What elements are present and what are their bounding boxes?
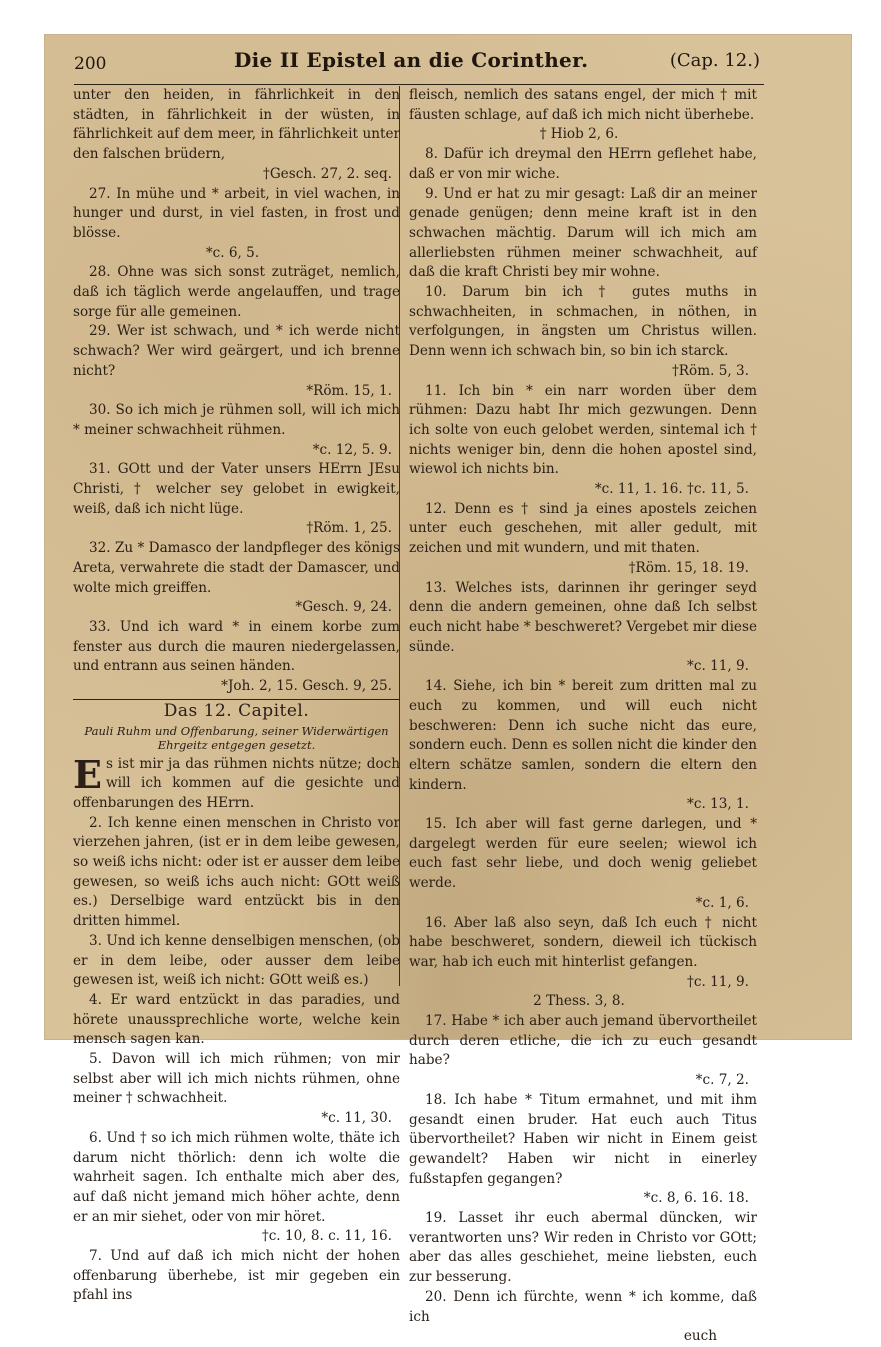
cross-reference: †Röm. 15, 18. 19. (628, 559, 749, 576)
verse-text: 17. Habe * ich aber auch jemand übervortheilet durch deren etliche, die ich zu euch gesandt habe? (409, 1013, 757, 1069)
verse-text: 9. Und er hat zu mir gesagt: Laß dir an meiner genade genügen; denn meine kraft ist in den schwachen mächtig. Darum will ich mich am allerliebsten rühmen meiner schwachheit, auf daß die kraft Christi bey mir wohne. (409, 185, 757, 281)
right-column (409, 86, 757, 1347)
cross-reference: †c. 10, 8. c. 11, 16. (261, 1228, 392, 1245)
cross-reference: 2 Thess. 3, 8. (533, 993, 625, 1010)
cross-reference: *c. 1, 6. (695, 894, 749, 911)
verse-text: 7. Und auf daß ich mich nicht der hohen offenbarung überhebe, ist mir gegeben ein pfahl ins (73, 1248, 400, 1304)
verse-text: 32. Zu * Damasco der landpfleger des königs Areta, verwahrete die stadt der Damascer, und wolte mich greiffen. (73, 540, 400, 596)
cross-reference: *c. 12, 5. 9. (312, 441, 392, 458)
catchword: euch (683, 1328, 717, 1345)
verse-text: 11. Ich bin * ein narr worden über dem rühmen: Dazu habt Ihr mich gezwungen. Denn ich solte von euch gelobet werden, sintemal ich † nichts weniger bin, denn die hohen apostel sind, wiewol ich nichts bin. (409, 382, 757, 478)
cross-reference: *c. 7, 2. (695, 1072, 749, 1089)
verse-text: 27. In mühe und * arbeit, in viel wachen, in hunger und durst, in viel fasten, in frost und blösse. (73, 185, 400, 241)
cross-reference: *c. 11, 9. (687, 658, 749, 675)
verse-text: 28. Ohne was sich sonst zuträget, nemlich, daß ich täglich werde angelauffen, und trage sorge für alle gemeinen. (73, 264, 400, 320)
cross-reference: † Hiob 2, 6. (539, 126, 619, 143)
verse-text: 4. Er ward entzückt in das paradies, und hörete unaussprechliche worte, welche kein mensch sagen kan. (73, 991, 400, 1048)
verse-text: s ist mir ja das rühmen nichts nütze; doch will ich kommen auf die gesichte und offenbarungen des HErrn. (73, 755, 400, 811)
cross-reference: *Röm. 15, 1. (306, 382, 392, 399)
verse-text: 16. Aber laß also seyn, daß Ich euch † nicht habe beschweret, sondern, dieweil ich tückisch war, hab ich euch mit hinterlist gefangen. (409, 914, 757, 970)
verse-text: 2. Ich kenne einen menschen in Christo vor vierzehen jahren, (ist er in dem leibe gewesen, so weiß ichs nicht: oder ist er ausser dem leibe gewesen, so weiß ichs auch nicht: GOtt weiß es.) Derselbige ward entzückt bis in den dritten himmel. (73, 814, 400, 930)
cross-reference: *Gesch. 9, 24. (295, 599, 392, 616)
cross-reference: †c. 11, 9. (687, 973, 749, 990)
verse-text: 20. Denn ich fürchte, wenn * ich komme, daß ich (409, 1288, 757, 1325)
cross-reference: †Röm. 5, 3. (671, 362, 749, 379)
verse-text: unter den heiden, in fährlichkeit in den städten, in fährlichkeit in der wüsten, in fährlichkeit auf dem meer, in fährlichkeit unter den falschen brüdern, (73, 87, 400, 163)
page-header (74, 46, 764, 85)
verse-text: 10. Darum bin ich † gutes muths in schwachheiten, in schmachen, in nöthen, in verfolgungen, in ängsten um Christus willen. Denn wenn ich schwach bin, so bin ich starck. (409, 284, 757, 360)
cross-reference: *c. 11, 1. 16. †c. 11, 5. (594, 481, 749, 498)
verse-text: 6. Und † so ich mich rühmen wolte, thäte ich darum nicht thörlich: denn ich wolte die wahrheit sagen. Ich enthalte mich aber des, auf daß nicht jemand mich höher achte, denn er an mir siehet, oder von mir höret. (73, 1129, 400, 1225)
verse-text: 29. Wer ist schwach, und * ich werde nicht schwach? Wer wird geärgert, und ich brenne nicht? (73, 323, 400, 379)
running-title: Die II Epistel an die Corinther. (234, 48, 589, 72)
chapter-title: Das 12. Capitel. (73, 699, 400, 722)
cross-reference: *c. 8, 6. 16. 18. (643, 1190, 749, 1207)
left-column (73, 86, 400, 1306)
verse-text: fleisch, nemlich des satans engel, der mich † mit fäusten schlage, auf daß ich mich nicht überhebe. (409, 87, 757, 123)
verse-text: 5. Davon will ich mich rühmen; von mir selbst aber will ich mich nichts rühmen, ohne meiner † schwachheit. (73, 1051, 400, 1107)
cross-reference: *c. 13, 1. (687, 796, 749, 813)
cross-reference: *c. 11, 30. (321, 1110, 392, 1127)
verse-text: 31. GOtt und der Vater unsers HErrn JEsu Christi, † welcher sey gelobet in ewigkeit, weiß, daß ich nicht lüge. (73, 461, 400, 517)
verse-text: 33. Und ich ward * in einem korbe zum fenster aus durch die mauren niedergelassen, und entrann aus seinen händen. (73, 618, 400, 675)
verse-text: 18. Ich habe * Titum ermahnet, und mit ihm gesandt einen bruder. Hat euch auch Titus übervortheilet? Haben wir nicht in Einem geist gewandelt? Haben wir nicht in einerley fußstapfen gegangen? (409, 1091, 757, 1187)
drop-cap: E (73, 751, 102, 797)
cross-reference: †Gesch. 27, 2. seq. (263, 165, 392, 182)
verse-text: 19. Lasset ihr euch abermal düncken, wir verantworten uns? Wir reden in Christo vor GOtt; aber das alles geschiehet, meine liebsten, euch zur besserung. (409, 1210, 757, 1286)
chapter-summary: Pauli Ruhm und Offenbarung, seiner Widerwärtigen Ehrgeitz entgegen gesetzt. (84, 723, 389, 752)
verse-text: 15. Ich aber will fast gerne darlegen, und * dargelegt werden für eure seelen; wiewol ich euch fast sehr liebe, und doch wenig geliebet werde. (409, 816, 757, 892)
verse-text: 30. So ich mich je rühmen soll, will ich mich * meiner schwachheit rühmen. (73, 402, 400, 438)
verse-text (73, 751, 400, 814)
verse-text: 13. Welches ists, darinnen ihr geringer seyd denn die andern gemeinen, ohne daß Ich selbst euch nicht habe * beschweret? Vergebet mir diese sünde. (409, 579, 757, 655)
cross-reference: *c. 6, 5. (205, 244, 260, 261)
verse-text: 3. Und ich kenne denselbigen menschen, (ob er in dem leibe, oder ausser dem leibe gewesen ist, weiß ich nicht: GOtt weiß es.) (73, 932, 400, 989)
cross-reference: †Röm. 1, 25. (306, 520, 392, 537)
page-number: 200 (74, 54, 107, 74)
chapter-reference: (Cap. 12.) (669, 50, 760, 71)
verse-text: 12. Denn es † sind ja eines apostels zeichen unter euch geschehen, mit aller gedult, mit zeichen und mit wundern, und mit thaten. (409, 500, 757, 557)
cross-reference: *Joh. 2, 15. Gesch. 9, 25. (221, 678, 392, 695)
verse-text: 14. Siehe, ich bin * bereit zum dritten mal zu euch zu kommen, und will euch nicht beschweren: Denn ich suche nicht das eure, sondern euch. Denn es sollen nicht die kinder den eltern schätze samlen, sondern die eltern den kindern. (409, 678, 757, 793)
verse-text: 8. Dafür ich dreymal den HErrn geflehet habe, daß er von mir wiche. (409, 146, 757, 182)
